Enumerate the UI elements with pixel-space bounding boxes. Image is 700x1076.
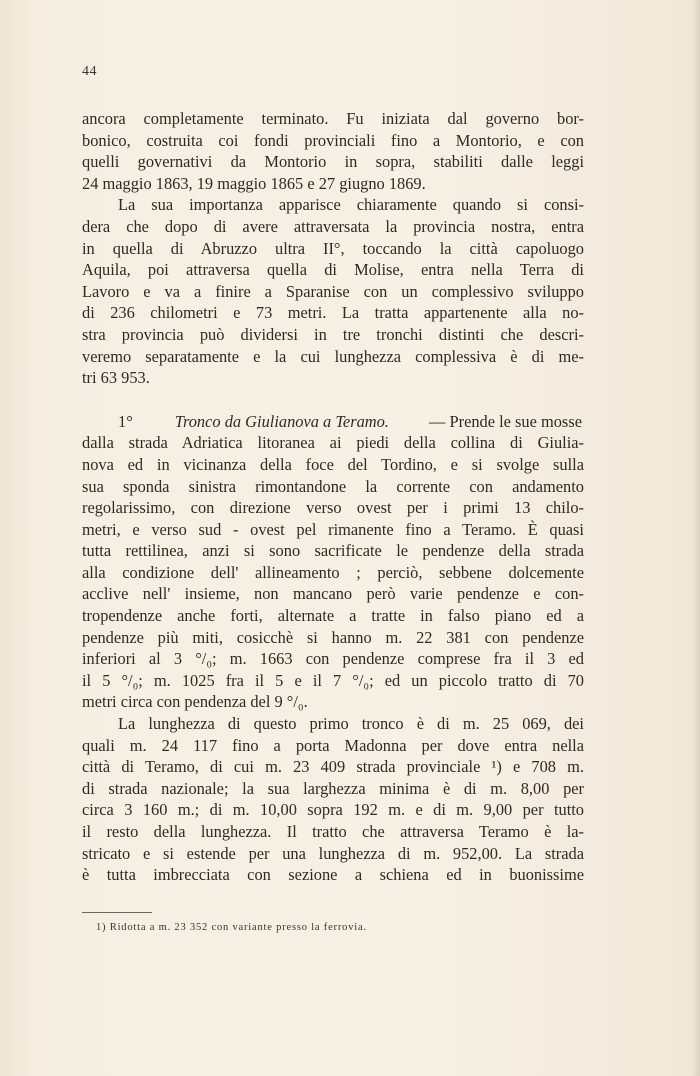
text-line: quelli governativi da Montorio in sopra, stabiliti dalle leggi: [82, 152, 584, 172]
text-line: regolarissimo, con direzione verso ovest per i primi 13 chilo-: [82, 498, 584, 518]
text-line: di 236 chilometri e 73 metri. La tratta appartenente alla no-: [82, 303, 584, 323]
text-line: metri circa con pendenza del 9 °/₀.: [82, 692, 308, 712]
text-line: La lunghezza di questo primo tronco è di m. 25 069, dei: [118, 714, 584, 734]
text-line: ancora completamente terminato. Fu iniziata dal governo bor-: [82, 109, 584, 128]
text-line: tutta rettilinea, anzi si sono sacrificate le pendenze della strada: [82, 541, 584, 561]
text-line: — Prende le sue mosse: [424, 411, 582, 431]
page-number: 44: [82, 64, 97, 79]
text-line: di strada nazionale; la sua larghezza minima è di m. 8,00 per: [82, 778, 584, 798]
text-line: inferiori al 3 °/₀; m. 1663 con pendenze comprese fra il 3 ed: [82, 649, 584, 669]
text-line: 24 maggio 1863, 19 maggio 1865 e 27 giugno 1869.: [82, 173, 426, 193]
text-line: alla condizione dell' allineamento ; perciò, sebbene dolcemente: [82, 562, 584, 582]
text-line: Aquila, poi attraversa quella di Molise, entra nella Terra di: [82, 260, 584, 280]
paragraph-gap: [82, 389, 584, 411]
text-line: circa 3 160 m.; di m. 10,00 sopra 192 m. e di m. 9,00 per tutto: [82, 800, 584, 820]
text-line: metri, e verso sud - ovest pel rimanente fino a Teramo. È quasi: [82, 519, 584, 539]
text-line: il resto della lunghezza. Il tratto che attraversa Teramo è la-: [82, 822, 584, 841]
text-line: città di Teramo, di cui m. 23 409 strada provinciale ¹) e 708 m.: [82, 757, 584, 777]
text-line: tropendenze anche forti, alternate a tratte in falso piano ed a: [82, 606, 584, 626]
text-line: nova ed in vicinanza della foce del Tordino, e si svolge sulla: [82, 454, 584, 474]
text-line: quali m. 24 117 fino a porta Madonna per dove entra nella: [82, 735, 584, 755]
footnote-rule: [82, 912, 152, 913]
text-line: dalla strada Adriatica litoranea ai piedi della collina di Giulia-: [82, 433, 584, 453]
text-line: il 5 °/₀; m. 1025 fra il 5 e il 7 °/₀; ed un piccolo tratto di 70: [82, 670, 584, 690]
section-heading-line: [82, 411, 584, 433]
text-line: acclive nell' insieme, non mancano però varie pendenze e con-: [82, 584, 584, 604]
footnote: 1) Ridotta a m. 23 352 con variante presso la ferrovia.: [96, 922, 367, 933]
page-edge-shadow: [692, 0, 700, 1076]
text-line: Lavoro e va a finire a Sparanise con un complessivo sviluppo: [82, 281, 584, 301]
text-line: dera che dopo di avere attraversata la provincia nostra, entra: [82, 216, 584, 236]
text-line: stricato e si estende per una lunghezza di m. 952,00. La strada: [82, 843, 584, 863]
text-line: veremo separatamente e la cui lunghezza complessiva è di me-: [82, 346, 584, 366]
section-title: Tronco da Giulianova a Teramo.: [174, 411, 389, 431]
body-text: [82, 108, 584, 886]
text-line: sua sponda sinistra rimontandone la corrente con andamento: [82, 476, 584, 496]
text-line: in quella di Abruzzo ultra II°, toccando la città capoluogo: [82, 238, 584, 258]
text-line: tri 63 953.: [82, 368, 150, 388]
text-line: bonico, costruita coi fondi provinciali fino a Montorio, e con: [82, 130, 584, 150]
text-line: La sua importanza apparisce chiaramente quando si consi-: [118, 195, 584, 215]
section-number: 1°: [118, 411, 133, 431]
text-line: pendenze più miti, cosicchè si hanno m. 22 381 con pendenze: [82, 627, 584, 647]
text-line: è tutta imbrecciata con sezione a schiena ed in buonissime: [82, 865, 584, 885]
text-line: stra provincia può dividersi in tre tronchi distinti che descri-: [82, 324, 584, 344]
